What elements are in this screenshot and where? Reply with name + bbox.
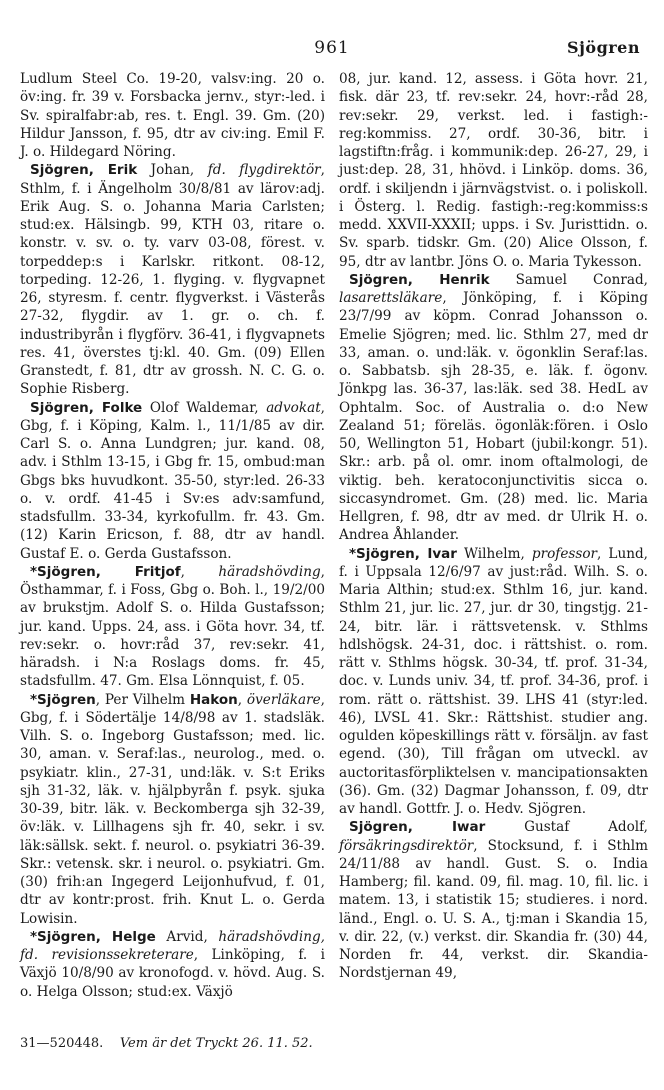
entry-name: Sjögren, Henrik <box>349 271 490 288</box>
entry-name: Sjögren, Erik <box>30 162 138 179</box>
running-head: Sjögren <box>567 38 640 57</box>
entry-continuation: 08, jur. kand. 12, assess. i Göta hovr. 21, fisk. där 23, tf. rev:sekr. 24, hovr:-råd 28, rev:sekr. 29, verkst. led. i fastigh:-reg:kommiss. 27, ordf. 30-36, bitr. i lagstiftn:fråg. i kommunik:dep. 26-27, 29, i just:dep. 28, 31, hhövd. i Linköp. doms. 36, ordf. i skiljendn i järnvägstvist. o. i poliskoll. i Österg. l. Redig. fastigh:-reg:kommiss:s medd. XXVII-XXXII; upps. i Sv. Juristtidn. o. Sv. sparb. tidskr. Gm. (20) Alice Olsson, f. 95, dtr av lantbr. Jöns O. o. Maria Tykesson. <box>339 71 648 270</box>
entry-title: advokat <box>266 399 321 416</box>
entry-continuation: Ludlum Steel Co. 19-20, valsv:ing. 20 o. öv:ing. fr. 39 v. Forsbacka jernv., styr:-led. i Sv. spiralfabr:ab, res. t. Engl. 39. Gm. (20) Hildur Jansson, f. 95, dtr av civ:ing. Emil F. J. o. Hildegard Nöring. <box>20 71 325 160</box>
biography-entry: *Sjögren, Ivar Wilhelm, professor, Lund, f. i Uppsala 12/6/97 av just:råd. Wilh. S. o. Maria Althin; stud:ex. Sthlm 16, jur. kand. Sthlm 21, jur. lic. 27, jur. dr 30, tingstjg. 21-24, bitr. lär. i rättsvetensk. v. Sthlms hdlshögsk. 24-31, doc. i rättshist. o. rom. rätt v. Sthlms högsk. 30-34, tf. prof. 31-34, doc. v. Lunds univ. 34, tf. prof. 34-36, prof. i rom. rätt o. rättshist. 39. LHS 41 (styr:led. 46), LVSL 41. Skr.: Rättshist. studier ang. ogulden köpeskillings rätt v. försäljn. av fast egend. (30), Till frågan om utveckl. av auctoritasförpliktelsen v. mancipationsakten (36). Gm. (32) Dagmar Johansson, f. 09, dtr av handl. Gottfr. J. o. Hedv. Sjögren. <box>339 545 648 817</box>
print-note: Vem är det Tryckt 26. 11. 52. <box>119 1036 313 1051</box>
entry-name: *Sjögren <box>30 691 96 708</box>
entry-title: professor <box>531 545 598 562</box>
print-footer <box>20 1036 313 1051</box>
entry-title: häradshövding, fd. revisionssekreterare <box>20 928 325 963</box>
entry-title: överläkare <box>246 691 321 708</box>
print-code: 31—520448. <box>20 1036 104 1051</box>
biography-entry: *Sjögren, Helge Arvid, häradshövding, fd. revisionssekreterare, Linköping, f. i Växjö 10/8/90 av kronofogd. v. hövd. Aug. S. o. Helga Olsson; stud:ex. Växjö <box>20 928 325 1000</box>
entry-title: fd. flygdirektör <box>207 162 321 179</box>
entry-name: Sjögren, Folke <box>30 399 143 416</box>
entry-name: Sjögren, Iwar <box>349 819 486 836</box>
entry-name: *Sjögren, Ivar <box>349 545 457 562</box>
page-number: 961 <box>314 38 350 58</box>
left-column <box>20 70 325 1001</box>
biography-entry: Sjögren, Erik Johan, fd. flygdirektör, Sthlm, f. i Ängelholm 30/8/81 av lärov:adj. Erik Aug. S. o. Johanna Maria Carlsten; stud:ex. Hälsingb. 99, KTH 03, ritare o. konstr. v. sv. o. ty. varv 03-08, förest. v. torpeddep:s i Karlskr. ritkont. 08-12, torpeding. 12-26, 1. flyging. v. flygvapnet 26, styresm. f. centr. flygverkst. i Västerås 27-32, flygdir. av 1. gr. o. ch. f. industribyrån i flygförv. 36-41, i flygvapnets res. 41, överstes tj:kl. 40. Gm. (09) Ellen Granstedt, f. 81, dtr av grossh. N. C. G. o. Sophie Risberg. <box>20 162 325 398</box>
entry-title: försäkringsdirektör <box>339 837 474 854</box>
biography-entry: *Sjögren, Per Vilhelm Hakon, överläkare, Gbg, f. i Södertälje 14/8/98 av 1. stadsläk. Vilh. S. o. Ingeborg Gustafsson; med. lic. 30, aman. v. Seraf:las., neurolog., med. o. psykiatr. klin., 27-31, und:läk. v. S:t Eriks sjh 31-32, läk. v. hjälpbyrån f. psyk. sjuka 30-39, bitr. läk. v. Beckomberga sjh 32-39, öv:läk. v. Lillhagens sjh fr. 40, sekr. i sv. läk:sällsk. sekt. f. neurol. o. psykiatri 36-39. Skr.: vetensk. skr. i neurol. o. psykiatri. Gm. (30) frih:an Ingegerd Leijonhufvud, f. 01, dtr av kontr:prost. frih. Knut L. o. Gerda Lowisin. <box>20 691 325 927</box>
entry-name: *Sjögren, Helge <box>30 928 156 945</box>
biography-entry: Sjögren, Folke Olof Waldemar, advokat, Gbg, f. i Köping, Kalm. l., 11/1/85 av dir. Carl S. o. Anna Lundgren; jur. kand. 08, adv. i Sthlm 13-15, i Gbg fr. 15, ombud:man Gbgs bks huvudkont. 35-50, styr:led. 26-33 o. v. ordf. 41-45 i Sv:es adv:samfund, stadsfullm. 33-34, kyrkofullm. fr. 43. Gm. (12) Karin Ericson, f. 88, dtr av handl. Gustaf E. o. Gerda Gustafsson. <box>20 399 325 562</box>
biography-entry: Sjögren, Henrik Samuel Conrad, lasarettsläkare, Jönköping, f. i Köping 23/7/99 av köpm. Conrad Johansson o. Emelie Sjögren; med. lic. Sthlm 27, med dr 33, aman. o. und:läk. v. ögonklin Seraf:las. o. Sabbatsb. sjh 28-35, e. läk. f. ögonv. Jönkpg las. 36-37, las:läk. sed 38. HedL av Ophtalm. Soc. of Australia o. d:o New Zealand 51; föreläs. ögonläk:fören. i Oslo 50, Wellington 51, Hobart (jubil:kongr. 51). Skr.: arb. på ol. omr. inom oftalmologi, de viktig. beh. keratoconjunctivitis sicca o. siccasyndromet. Gm. (28) med. lic. Maria Hellgren, f. 98, dtr av med. dr Ulrik H. o. Andrea Åhlander. <box>339 271 648 544</box>
biography-entry: *Sjögren, Fritjof, häradshövding, Östhammar, f. i Foss, Gbg o. Boh. l., 19/2/00 av brukstjm. Adolf S. o. Hilda Gustafsson; jur. kand. Upps. 24, ass. i Göta hovr. 34, tf. rev:sekr. o. hovr:råd 37, rev:sekr. 41, häradsh. i N:a Roslags doms. fr. 45, stadsfullm. 47. Gm. Elsa Lönnquist, f. 05. <box>20 563 325 690</box>
entry-title: lasarettsläkare <box>339 290 443 306</box>
biography-entry: Sjögren, Iwar Gustaf Adolf, försäkringsdirektör, Stocksund, f. i Sthlm 24/11/88 av handl. Gust. S. o. India Hamberg; fil. kand. 09, fil. mag. 10, fil. lic. i matem. 13, i statistik 15; studieres. i nord. länd., Engl. o. U. S. A., tj:man i Skandia 15, v. dir. 22, (v.) verkst. dir. Skandia fr. (30) 44, Norden fr. 44, verkst. dir. Skandia-Nordstjernan 49, <box>339 819 649 982</box>
entry-title: häradshövding <box>218 563 321 580</box>
entry-name: *Sjögren, Fritjof <box>30 563 181 580</box>
right-column <box>339 70 648 983</box>
entry-name-called: Hakon <box>189 691 238 708</box>
